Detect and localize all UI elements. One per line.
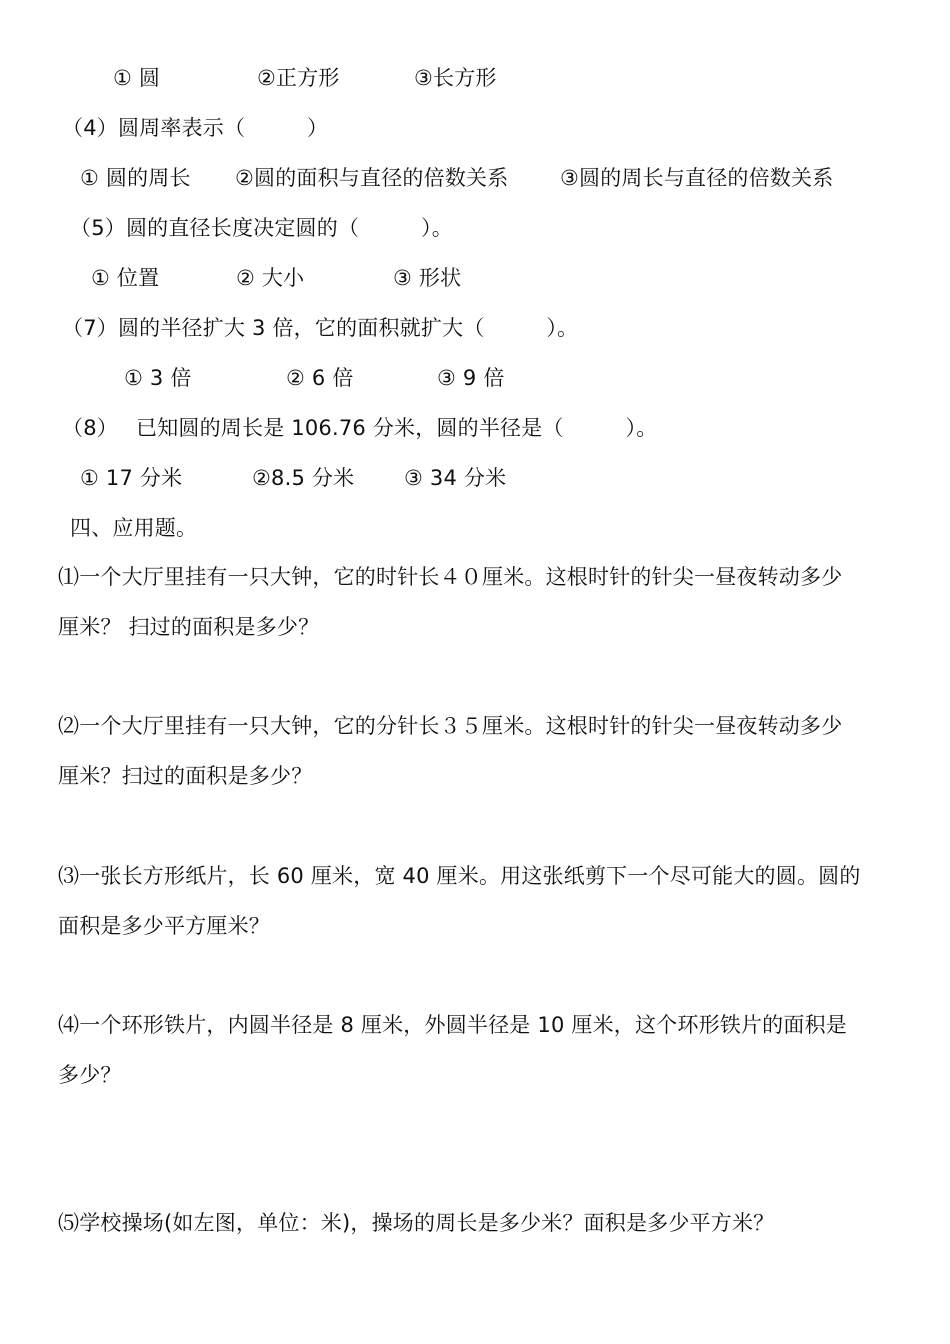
q5-option-1: ① 位置 (91, 266, 160, 290)
problem-4-line-1: ⑷一个环形铁片，内圆半径是 8 厘米，外圆半径是 10 厘米，这个环形铁片的面积是 (58, 1013, 847, 1037)
q4-question: （4）圆周率表示（ ） (62, 116, 329, 140)
q5-option-2: ② 大小 (236, 266, 305, 290)
problem-1-line-2: 厘米？ 扫过的面积是多少？ (58, 615, 320, 639)
q5-question: （5）圆的直径长度决定圆的（ ）。 (70, 216, 453, 240)
q8-option-3: ③ 34 分米 (404, 466, 507, 490)
problem-3-line-2: 面积是多少平方厘米？ (58, 914, 270, 938)
q7-option-1: ① 3 倍 (124, 366, 192, 390)
q7-option-3: ③ 9 倍 (437, 366, 505, 390)
problem-2-line-1: ⑵一个大厅里挂有一只大钟，它的分针长３５厘米。这根时针的针尖一昼夜转动多少 (58, 714, 843, 738)
q3-option-2: ②正方形 (257, 66, 340, 90)
problem-3-line-1: ⑶一张长方形纸片，长 60 厘米，宽 40 厘米。用这张纸剪下一个尽可能大的圆。圆的 (58, 864, 861, 888)
q8-question: 已知圆的周长是 106.76 分米，圆的半径是（ ）。 (136, 416, 658, 440)
problem-1-line-1: ⑴一个大厅里挂有一只大钟，它的时针长４０厘米。这根时针的针尖一昼夜转动多少 (58, 565, 843, 589)
q4-option-1: ① 圆的周长 (80, 166, 191, 190)
q8-option-2: ②8.5 分米 (252, 466, 355, 490)
q3-option-3: ③长方形 (414, 66, 497, 90)
problem-5-line-1: ⑸学校操场(如左图，单位：米)，操场的周长是多少米？面积是多少平方米？ (58, 1211, 775, 1235)
problem-4-line-2: 多少？ (58, 1063, 122, 1087)
q8-label: （8） (62, 416, 118, 440)
q3-option-1: ① 圆 (113, 66, 161, 90)
q4-option-3: ③圆的周长与直径的倍数关系 (560, 166, 834, 190)
section-heading: 四、应用题。 (70, 516, 198, 540)
q7-option-2: ② 6 倍 (286, 366, 354, 390)
q5-option-3: ③ 形状 (393, 266, 462, 290)
q8-option-1: ① 17 分米 (80, 466, 183, 490)
problem-2-line-2: 厘米？扫过的面积是多少？ (58, 764, 313, 788)
q7-question: （7）圆的半径扩大 3 倍，它的面积就扩大（ ）。 (62, 316, 579, 340)
q4-option-2: ②圆的面积与直径的倍数关系 (235, 166, 509, 190)
